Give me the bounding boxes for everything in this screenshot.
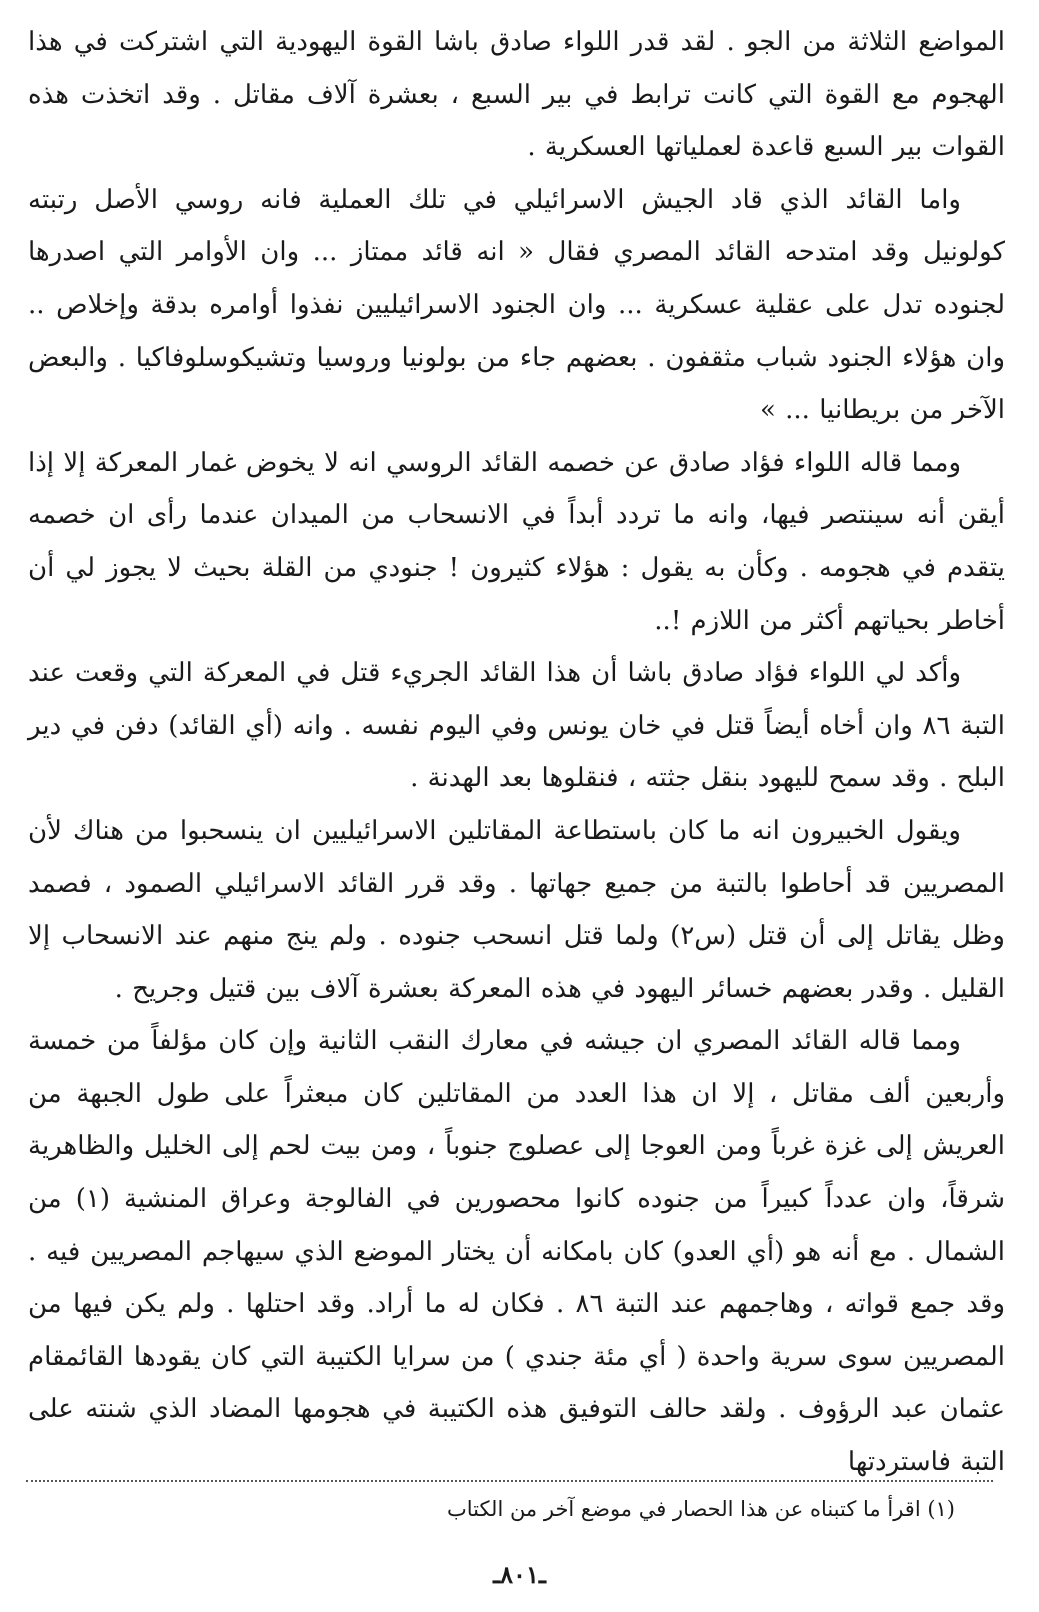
- page-number: ـ٨٠١ـ: [493, 1560, 546, 1589]
- body-text: [28, 16, 1005, 1489]
- paragraph-5: ويقول الخبيرون انه ما كان باستطاعة المقاتلين الاسرائيليين ان ينسحبوا من هناك لأن المصريين قد أحاطوا بالتبة من جميع جهاتها . وقد قرر القائد الاسرائيلي الصمود ، فصمد وظل يقاتل إلى أن قتل (س٢) ولما قتل انسحب جنوده . ولم ينج منهم عند الانسحاب إلا القليل . وقدر بعضهم خسائر اليهود في هذه المعركة بعشرة آلاف بين قتيل وجريح .: [28, 815, 1005, 1004]
- paragraph-2: واما القائد الذي قاد الجيش الاسرائيلي في تلك العملية فانه روسي الأصل رتبته كولونيل وقد امتدحه القائد المصري فقال « انه قائد ممتاز ... وان الأوامر التي اصدرها لجنوده تدل على عقلية عسكرية ... وان الجنود الاسرائيليين نفذوا أوامره بدقة وإخلاص .. وان هؤلاء الجنود شباب مثقفون . بعضهم جاء من بولونيا وروسيا وتشيكوسلوفاكيا . والبعض الآخر من بريطانيا ... »: [28, 184, 1005, 426]
- paragraph-6: ومما قاله القائد المصري ان جيشه في معارك النقب الثانية وإن كان مؤلفاً من خمسة وأربعين ألف مقاتل ، إلا ان هذا العدد من المقاتلين كان مبعثراً على طول الجبهة من العريش إلى غزة غرباً ومن العوجا إلى عصلوج جنوباً ، ومن بيت لحم إلى الخليل والظاهرية شرقاً، وان عدداً كبيراً من جنوده كانوا محصورين في الفالوجة وعراق المنشية (١) من الشمال . مع أنه هو (أي العدو) كان بامكانه أن يختار الموضع الذي سيهاجم المصريين فيه . وقد جمع قواته ، وهاجمهم عند التبة ٨٦ . فكان له ما أراد. وقد احتلها . ولم يكن فيها من المصريين سوى سرية واحدة ( أي مئة جندي ) من سرايا الكتيبة التي كان يقودها القائمقام عثمان عبد الرؤوف . ولقد حالف التوفيق هذه الكتيبة في هجومها المضاد الذي شنته على التبة فاستردتها: [28, 1026, 1005, 1478]
- paragraph-1: المواضع الثلاثة من الجو . لقد قدر اللواء صادق باشا القوة اليهودية التي اشتركت في هذا الهجوم مع القوة التي كانت ترابط في بير السبع ، بعشرة آلاف مقاتل . وقد اتخذت هذه القوات بير السبع قاعدة لعملياتها العسكرية .: [28, 27, 1005, 163]
- footnote: (١) اقرأ ما كتبناه عن هذا الحصار في موضع آخر من الكتاب: [446, 1497, 955, 1521]
- paragraph-3: ومما قاله اللواء فؤاد صادق عن خصمه القائد الروسي انه لا يخوض غمار المعركة إلا إذا أيقن أنه سينتصر فيها، وانه ما تردد أبداً في الانسحاب من الميدان عندما رأى ان خصمه يتقدم في هجومه . وكأن به يقول : هؤلاء كثيرون ! جنودي من القلة بحيث لا يجوز لي أن أخاطر بحياتهم أكثر من اللازم !..: [28, 447, 1005, 636]
- footnote-divider: [26, 1480, 993, 1482]
- paragraph-4: وأكد لي اللواء فؤاد صادق باشا أن هذا القائد الجريء قتل في المعركة التي وقعت عند التبة ٨٦ وان أخاه أيضاً قتل في خان يونس وفي اليوم نفسه . وانه (أي القائد) دفن في دير البلح . وقد سمح لليهود بنقل جثته ، فنقلوها بعد الهدنة .: [28, 658, 1005, 794]
